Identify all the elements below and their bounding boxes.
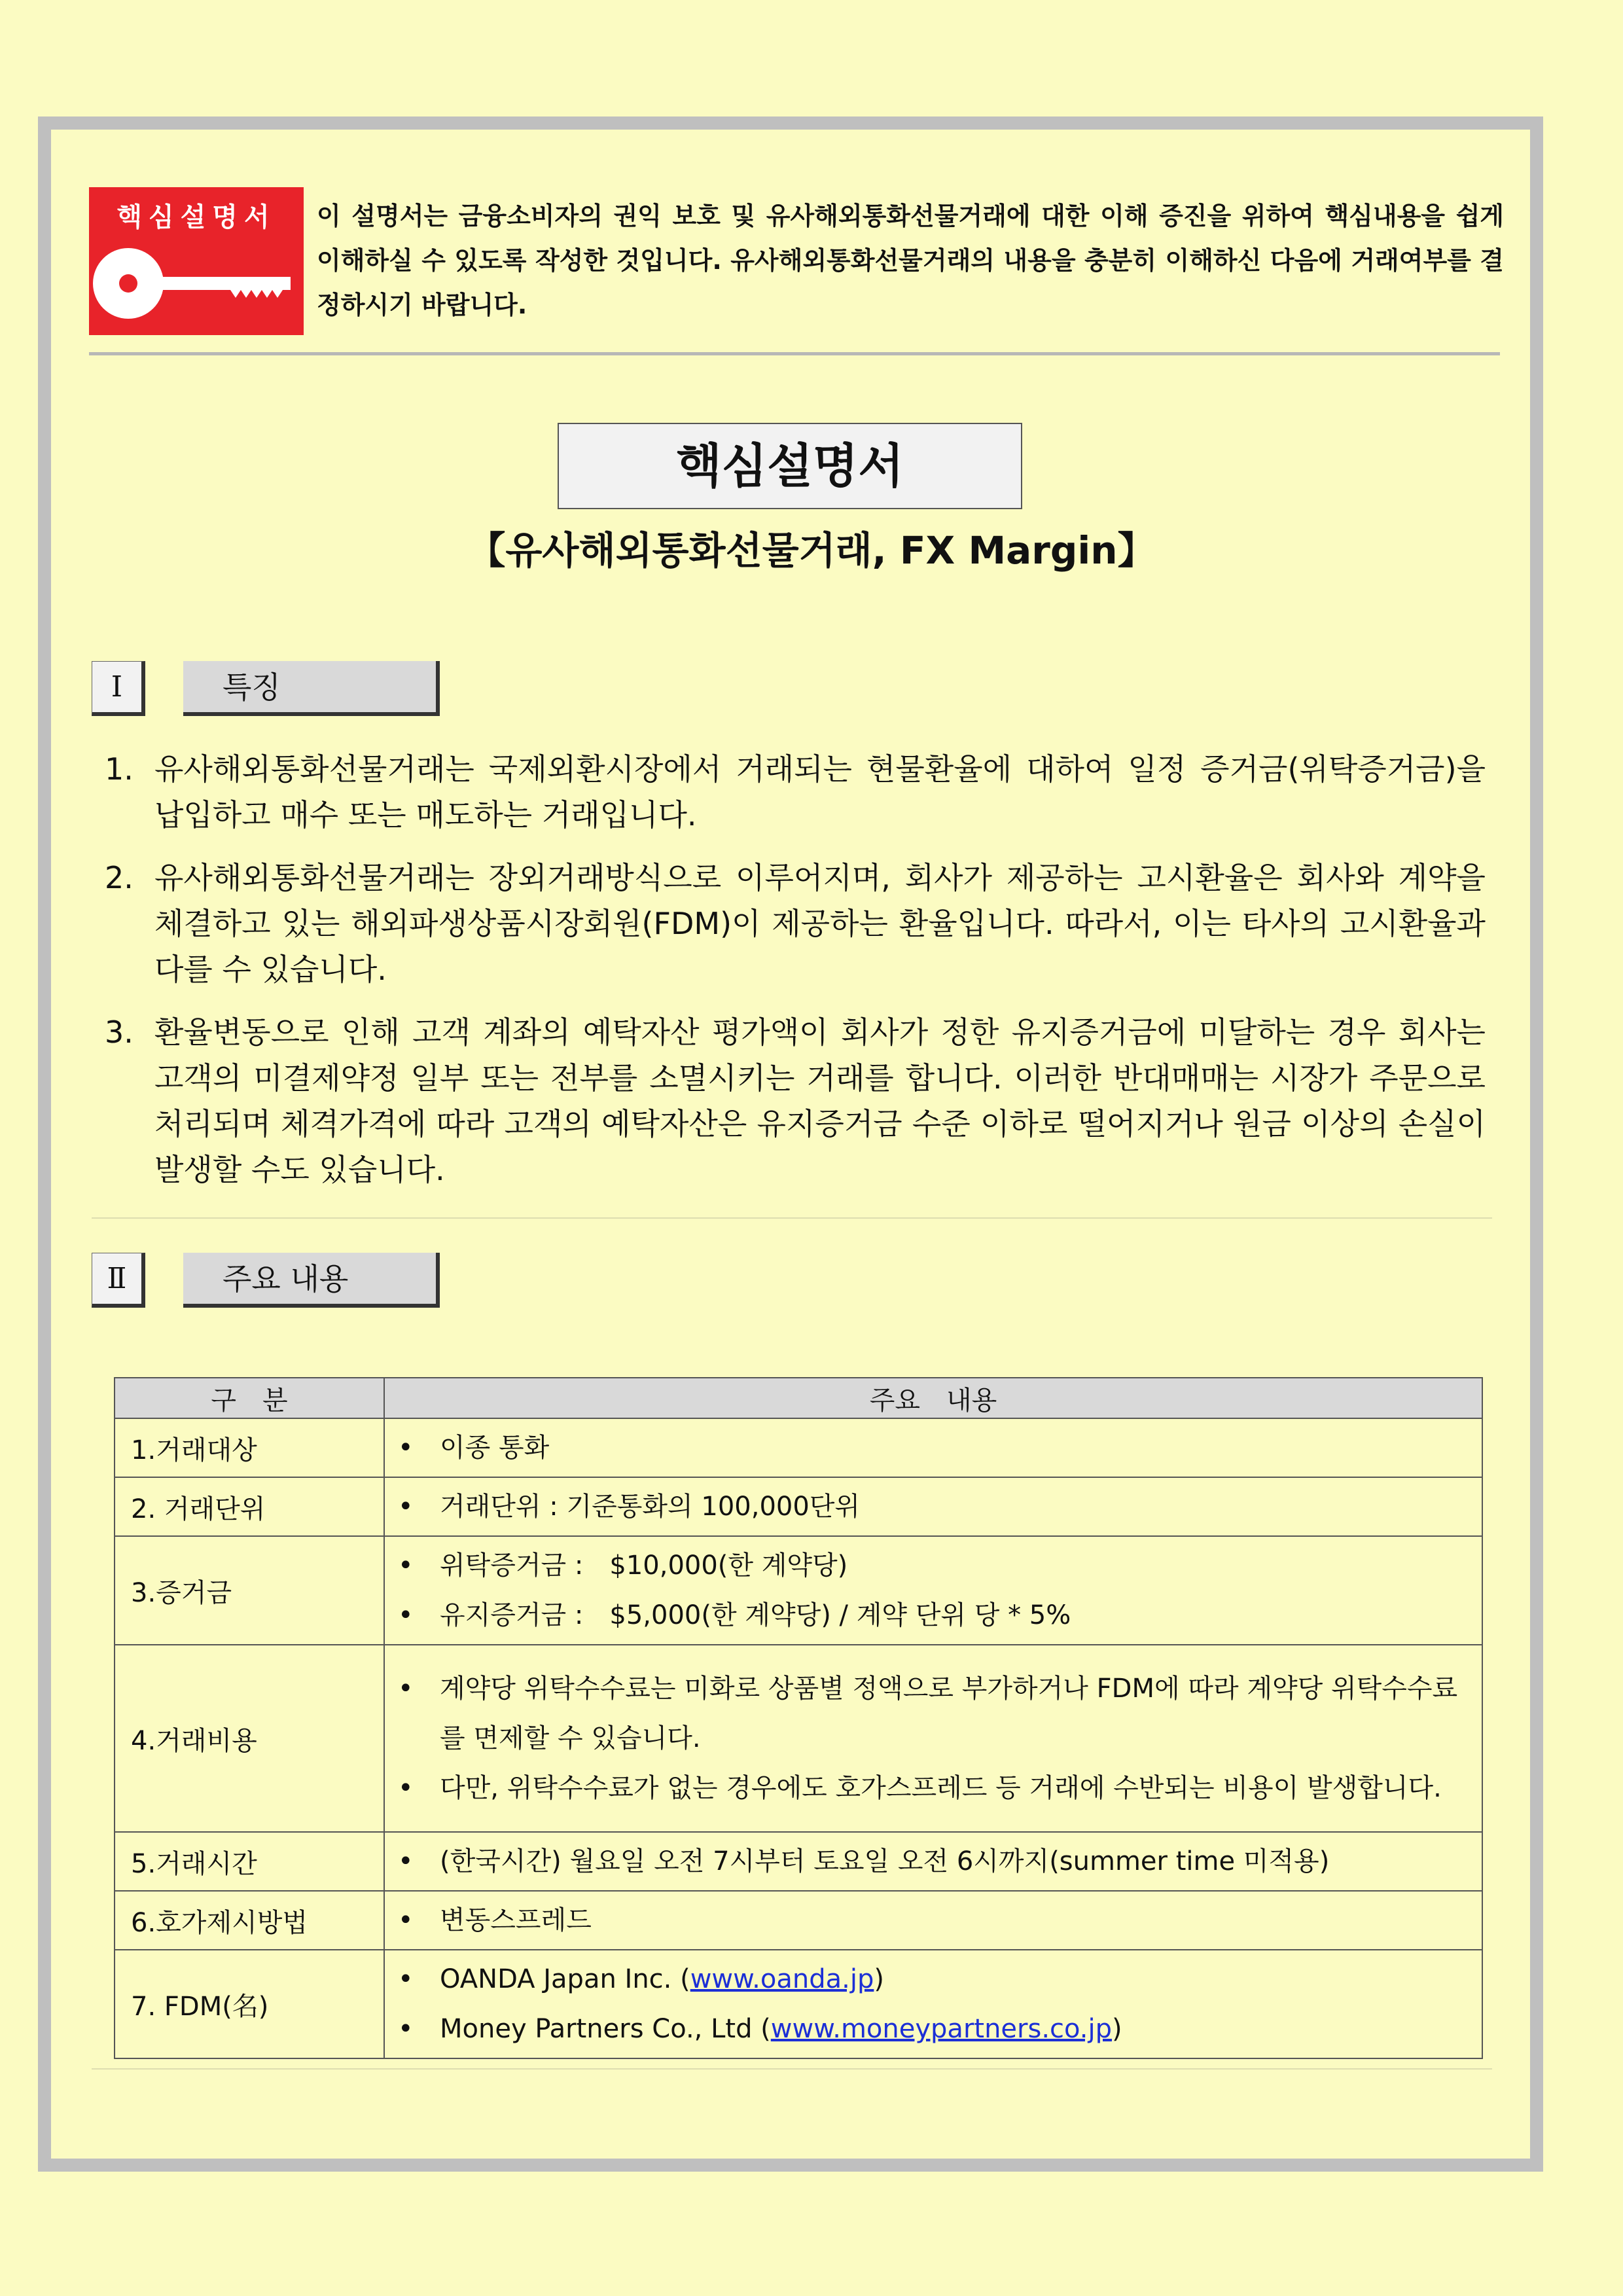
bullet-icon: • — [398, 2014, 414, 2044]
list-item-number: 2. — [105, 860, 134, 895]
list-item-text: 유사해외통화선물거래는 국제외환시장에서 거래되는 현물환율에 대하여 일정 증거금(위탁증거금)을 납입하고 매수 또는 매도하는 거래입니다. — [154, 751, 1486, 833]
list-item-text: 유사해외통화선물거래는 장외거래방식으로 이루어지며, 회사가 제공하는 고시환율은 회사와 계약을 체결하고 있는 해외파생상품시장회원(FDM)이 제공하는 환율입니다. 따라서, 이는 타사의 고시환율과 다를 수 있습니다. — [154, 860, 1486, 987]
bullet-text: 거래단위 : 기준통화의 100,000단위 — [440, 1492, 861, 1522]
bullet-icon: • — [398, 1773, 414, 1803]
bullet-item — [394, 1423, 1472, 1473]
key-info-table — [114, 1377, 1483, 2059]
table-cell-category: 3.증거금 — [115, 1536, 384, 1645]
divider — [89, 352, 1500, 355]
section2-number: Ⅱ — [92, 1253, 145, 1308]
fdm-link[interactable]: www.oanda.jp — [690, 1964, 874, 1994]
table-cell-category: 4.거래비용 — [115, 1645, 384, 1832]
table-cell-content — [384, 1950, 1482, 2058]
header-category: 구 분 — [115, 1378, 384, 1418]
section1-number: Ⅰ — [92, 661, 145, 716]
table-cell-content — [384, 1645, 1482, 1832]
table-row — [115, 1645, 1482, 1832]
table-cell-content — [384, 1418, 1482, 1477]
list-item-number: 1. — [105, 751, 134, 787]
table-cell-category: 5.거래시간 — [115, 1832, 384, 1891]
divider — [92, 1217, 1492, 1219]
bullet-item — [394, 2004, 1472, 2054]
table-cell-category: 6.호가제시방법 — [115, 1891, 384, 1950]
bullet-item — [394, 1895, 1472, 1945]
bullet-text: 위탁증거금 : $10,000(한 계약당) — [440, 1551, 848, 1581]
table-row — [115, 1891, 1482, 1950]
fdm-link[interactable]: www.moneypartners.co.jp — [770, 2014, 1113, 2044]
bullet-item — [394, 1954, 1472, 2004]
divider — [92, 2068, 1492, 2070]
section1-title: 특징 — [183, 661, 440, 716]
bullet-item — [394, 1541, 1472, 1590]
table-row — [115, 1832, 1482, 1891]
table-row — [115, 1477, 1482, 1536]
bullet-icon: • — [398, 1600, 414, 1630]
bullet-icon: • — [398, 1964, 414, 1994]
table-cell-content — [384, 1832, 1482, 1891]
list-item-number: 3. — [105, 1014, 134, 1050]
bullet-item — [394, 1664, 1472, 1763]
fdm-name: Money Partners Co., Ltd ( — [440, 2014, 771, 2044]
table-header-row — [115, 1378, 1482, 1418]
fdm-name: OANDA Japan Inc. ( — [440, 1964, 690, 1994]
list-item — [105, 855, 1486, 992]
table-cell-category: 2. 거래단위 — [115, 1477, 384, 1536]
page-subtitle: 【유사해외통화선물거래, FX Margin】 — [467, 528, 1156, 573]
table-row — [115, 1950, 1482, 2058]
table-cell-content — [384, 1536, 1482, 1645]
bullet-text: 다만, 위탁수수료가 없는 경우에도 호가스프레드 등 거래에 수반되는 비용이 발생합니다. — [440, 1773, 1442, 1803]
fdm-close: ) — [1112, 2014, 1122, 2044]
bullet-item — [394, 1837, 1472, 1886]
section2-title: 주요 내용 — [183, 1253, 440, 1308]
table-cell-category: 7. FDM(名) — [115, 1950, 384, 2058]
bullet-icon: • — [398, 1905, 414, 1935]
bullet-text: (한국시간) 월요일 오전 7시부터 토요일 오전 6시까지(summer time 미적용) — [440, 1846, 1330, 1876]
list-item — [105, 1009, 1486, 1193]
bullet-item — [394, 1482, 1472, 1532]
bullet-item — [394, 1590, 1472, 1640]
key-icon — [89, 187, 304, 335]
table-cell-content — [384, 1477, 1482, 1536]
bullet-text: 유지증거금 : $5,000(한 계약당) / 계약 단위 당 * 5% — [440, 1600, 1071, 1630]
bullet-icon: • — [398, 1433, 414, 1463]
features-list — [105, 746, 1486, 1210]
header-content: 주요 내용 — [384, 1378, 1482, 1418]
bullet-text: 계약당 위탁수수료는 미화로 상품별 정액으로 부가하거나 FDM에 따라 계약당 위탁수수료를 면제할 수 있습니다. — [440, 1674, 1458, 1753]
table-cell-category: 1.거래대상 — [115, 1418, 384, 1477]
bullet-icon: • — [398, 1492, 414, 1522]
table-cell-content — [384, 1891, 1482, 1950]
bullet-text — [440, 2004, 1472, 2054]
bullet-icon: • — [398, 1551, 414, 1581]
bullet-item — [394, 1763, 1472, 1813]
list-item — [105, 746, 1486, 838]
table-row — [115, 1536, 1482, 1645]
bullet-text: 변동스프레드 — [440, 1905, 592, 1935]
fdm-close: ) — [874, 1964, 884, 1994]
list-item-text: 환율변동으로 인해 고객 계좌의 예탁자산 평가액이 회사가 정한 유지증거금에 미달하는 경우 회사는 고객의 미결제약정 일부 또는 전부를 소멸시키는 거래를 합니다. 이러한 반대매매는 시장가 주문으로 처리되며 체격가격에 따라 고객의 예탁자산은 유지증거금 수준 이하로 떨어지거나 원금 이상의 손실이 발생할 수도 있습니다. — [154, 1014, 1486, 1187]
bullet-icon: • — [398, 1674, 414, 1704]
key-badge — [89, 187, 304, 335]
intro-text: 이 설명서는 금융소비자의 권익 보호 및 유사해외통화선물거래에 대한 이해 증진을 위하여 핵심내용을 쉽게 이해하실 수 있도록 작성한 것입니다. 유사해외통화선물거래의 내용을 충분히 이해하신 다음에 거래여부를 결정하시기 바랍니다. — [317, 202, 1504, 319]
bullet-text: 이종 통화 — [440, 1433, 550, 1463]
table-row — [115, 1418, 1482, 1477]
bullet-text — [440, 1954, 1472, 2004]
page-title: 핵심설명서 — [558, 423, 1022, 509]
bullet-icon: • — [398, 1846, 414, 1876]
badge-label: 핵심설명서 — [116, 202, 276, 232]
